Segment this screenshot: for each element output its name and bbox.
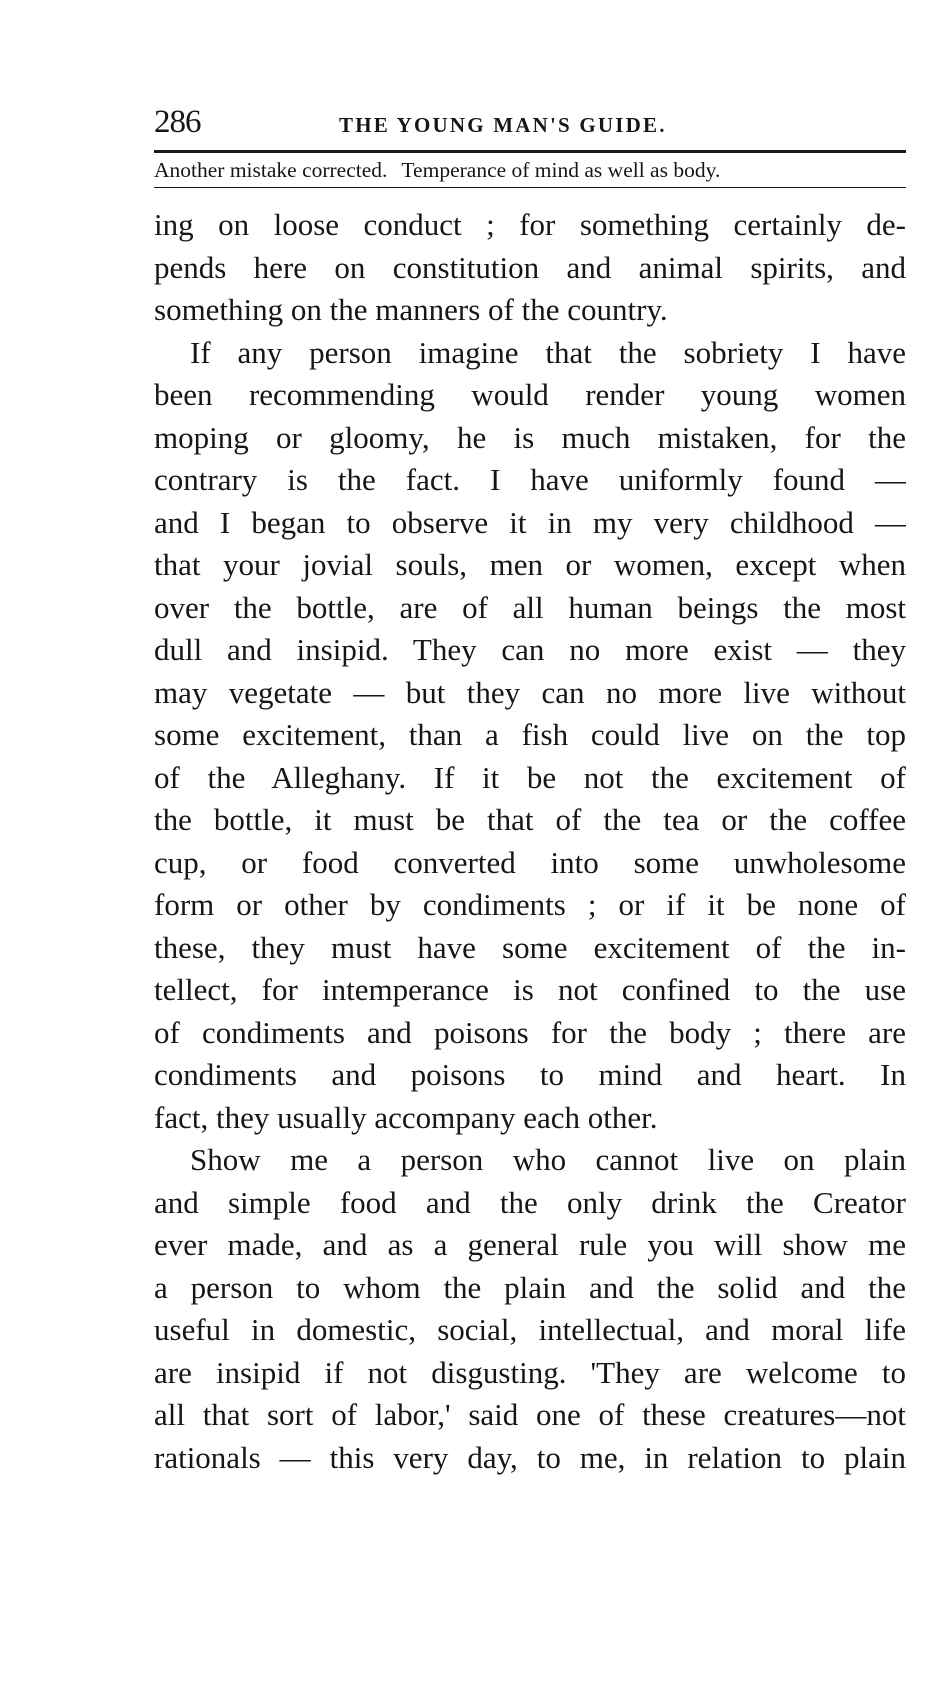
text-line: the bottle, it must be that of the tea or the coffee bbox=[154, 802, 906, 837]
text-line: may vegetate — but they can no more live without bbox=[154, 674, 906, 710]
paragraph-2 bbox=[154, 332, 906, 1140]
body-text bbox=[154, 204, 906, 1479]
text-line: Show me a person who cannot live on plain bbox=[190, 1142, 906, 1177]
text-line: a person to whom the plain and the solid and the bbox=[154, 1269, 906, 1305]
text-line: that your jovial souls, men or women, except when bbox=[154, 547, 906, 582]
text-line: contrary is the fact. I have uniformly found — bbox=[154, 462, 906, 497]
text-line: rationals — this very day, to me, in relation to plain bbox=[154, 1439, 906, 1475]
text-line: of the Alleghany. If it be not the excitement of bbox=[154, 759, 906, 795]
header-rule-bottom bbox=[154, 187, 906, 188]
text-line: tellect, for intemperance is not confined to the use bbox=[154, 972, 906, 1007]
text-line: useful in domestic, social, intellectual, and moral life bbox=[154, 1312, 906, 1347]
section-subhead bbox=[154, 156, 906, 184]
text-line: ever made, and as a general rule you will show me bbox=[154, 1227, 906, 1262]
paragraph-1 bbox=[154, 204, 906, 332]
text-line: and I began to observe it in my very childhood — bbox=[154, 504, 906, 540]
text-line: are insipid if not disgusting. 'They are welcome to bbox=[154, 1354, 906, 1390]
running-head bbox=[154, 102, 906, 146]
text-line: ing on loose conduct ; for something certainly de- bbox=[154, 207, 906, 242]
text-line: of condiments and poisons for the body ; there are bbox=[154, 1014, 906, 1050]
text-line: condiments and poisons to mind and heart. In bbox=[154, 1057, 906, 1092]
text-line: dull and insipid. They can no more exist — they bbox=[154, 632, 906, 667]
text-line: form or other by condiments ; or if it be none of bbox=[154, 887, 906, 922]
text-line: some excitement, than a fish could live on the top bbox=[154, 717, 906, 752]
text-line: over the bottle, are of all human beings the most bbox=[154, 589, 906, 625]
running-title: THE YOUNG MAN'S GUIDE. bbox=[339, 113, 667, 137]
text-line: these, they must have some excitement of the in- bbox=[154, 929, 906, 965]
text-line: fact, they usually accompany each other. bbox=[154, 1099, 658, 1135]
text-line: and simple food and the only drink the Creator bbox=[154, 1184, 906, 1220]
text-line: been recommending would render young women bbox=[154, 377, 906, 412]
subhead-left: Another mistake corrected. bbox=[154, 158, 388, 182]
page-number: 286 bbox=[154, 104, 201, 140]
text-line: all that sort of labor,' said one of these creatures—not bbox=[154, 1397, 906, 1432]
subhead-right: Temperance of mind as well as body. bbox=[401, 158, 721, 182]
text-line: something on the manners of the country. bbox=[154, 292, 668, 327]
header-rule-top bbox=[154, 150, 906, 153]
text-line: If any person imagine that the sobriety I have bbox=[190, 334, 906, 370]
text-line: cup, or food converted into some unwholesome bbox=[154, 844, 906, 880]
text-line: pends here on constitution and animal spirits, and bbox=[154, 249, 906, 285]
paragraph-3 bbox=[154, 1139, 906, 1479]
text-line: moping or gloomy, he is much mistaken, for the bbox=[154, 419, 906, 455]
